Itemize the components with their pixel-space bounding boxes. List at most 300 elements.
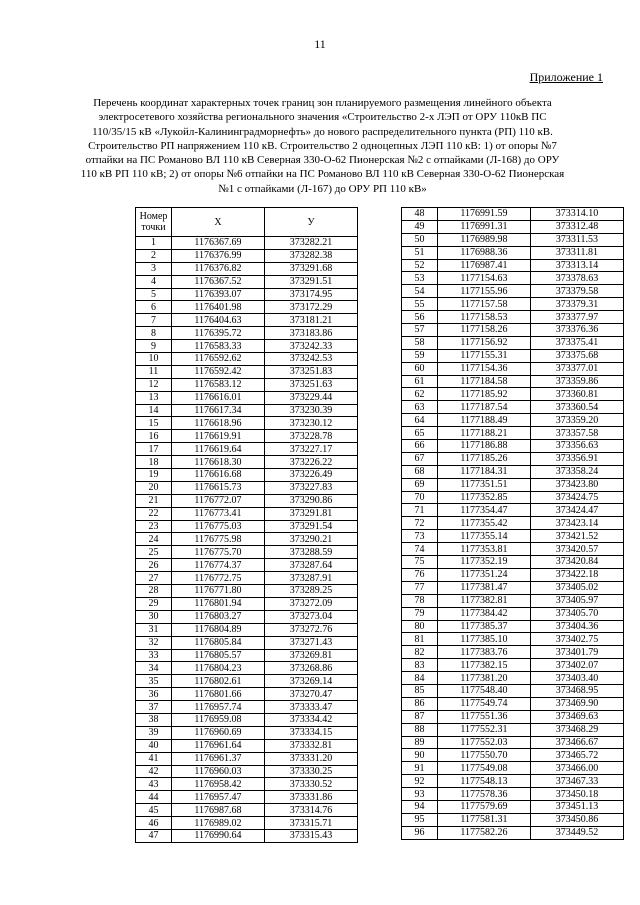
table-row (402, 581, 624, 594)
table-row (136, 275, 358, 288)
table-row (136, 610, 358, 623)
y-coordinate-cell: 373378.63 (531, 272, 624, 285)
x-coordinate-cell: 1176583.12 (172, 378, 265, 391)
y-coordinate-cell: 373330.25 (265, 765, 358, 778)
point-number-cell: 59 (402, 349, 438, 362)
y-coordinate-cell: 373311.53 (531, 233, 624, 246)
y-coordinate-cell: 373273.04 (265, 610, 358, 623)
x-coordinate-cell: 1177552.03 (438, 736, 531, 749)
table-row (136, 469, 358, 482)
y-coordinate-cell: 373379.31 (531, 298, 624, 311)
table-row (402, 620, 624, 633)
point-number-cell: 54 (402, 285, 438, 298)
point-number-cell: 92 (402, 775, 438, 788)
table-row (402, 246, 624, 259)
header-y: У (265, 208, 358, 237)
point-number-cell: 86 (402, 697, 438, 710)
point-number-cell: 53 (402, 272, 438, 285)
point-number-cell: 77 (402, 581, 438, 594)
x-coordinate-cell: 1176616.01 (172, 391, 265, 404)
x-coordinate-cell: 1177355.14 (438, 530, 531, 543)
table-row (402, 298, 624, 311)
point-number-cell: 27 (136, 572, 172, 585)
y-coordinate-cell: 373420.57 (531, 543, 624, 556)
x-coordinate-cell: 1177188.49 (438, 414, 531, 427)
y-coordinate-cell: 373424.75 (531, 491, 624, 504)
y-coordinate-cell: 373172.29 (265, 301, 358, 314)
table-row (402, 775, 624, 788)
table-row (136, 417, 358, 430)
point-number-cell: 24 (136, 533, 172, 546)
x-coordinate-cell: 1176404.63 (172, 314, 265, 327)
table-row (136, 829, 358, 842)
x-coordinate-cell: 1177155.96 (438, 285, 531, 298)
table-row (136, 301, 358, 314)
table-row (402, 517, 624, 530)
x-coordinate-cell: 1176958.42 (172, 778, 265, 791)
x-coordinate-cell: 1176616.68 (172, 469, 265, 482)
point-number-cell: 81 (402, 633, 438, 646)
x-coordinate-cell: 1177351.24 (438, 568, 531, 581)
point-number-cell: 48 (402, 208, 438, 221)
y-coordinate-cell: 373421.52 (531, 530, 624, 543)
point-number-cell: 63 (402, 401, 438, 414)
table-row (136, 456, 358, 469)
x-coordinate-cell: 1177383.76 (438, 646, 531, 659)
table-row (402, 646, 624, 659)
table-row (402, 208, 624, 221)
table-row (136, 391, 358, 404)
point-number-cell: 60 (402, 362, 438, 375)
x-coordinate-cell: 1176772.75 (172, 572, 265, 585)
coordinates-table-right (401, 207, 624, 840)
point-number-cell: 5 (136, 288, 172, 301)
y-coordinate-cell: 373360.81 (531, 388, 624, 401)
table-row (402, 800, 624, 813)
point-number-cell: 84 (402, 672, 438, 685)
point-number-cell: 47 (136, 829, 172, 842)
point-number-cell: 12 (136, 378, 172, 391)
table-row (402, 788, 624, 801)
x-coordinate-cell: 1176774.37 (172, 559, 265, 572)
point-number-cell: 67 (402, 452, 438, 465)
x-coordinate-cell: 1176395.72 (172, 327, 265, 340)
point-number-cell: 29 (136, 597, 172, 610)
table-row (136, 636, 358, 649)
x-coordinate-cell: 1176617.34 (172, 404, 265, 417)
point-number-cell: 68 (402, 465, 438, 478)
y-coordinate-cell: 373331.20 (265, 752, 358, 765)
table-row (136, 314, 358, 327)
table-row (136, 726, 358, 739)
x-coordinate-cell: 1177185.92 (438, 388, 531, 401)
x-coordinate-cell: 1177579.69 (438, 800, 531, 813)
table-row (402, 749, 624, 762)
y-coordinate-cell: 373314.76 (265, 804, 358, 817)
table-row (402, 659, 624, 672)
table-row (136, 533, 358, 546)
table-row (136, 739, 358, 752)
x-coordinate-cell: 1176991.31 (438, 220, 531, 233)
point-number-cell: 42 (136, 765, 172, 778)
point-number-cell: 80 (402, 620, 438, 633)
x-coordinate-cell: 1177381.47 (438, 581, 531, 594)
y-coordinate-cell: 373468.95 (531, 684, 624, 697)
y-coordinate-cell: 373291.54 (265, 520, 358, 533)
table-row (136, 662, 358, 675)
table-row (136, 262, 358, 275)
point-number-cell: 40 (136, 739, 172, 752)
point-number-cell: 85 (402, 684, 438, 697)
point-number-cell: 30 (136, 610, 172, 623)
y-coordinate-cell: 373469.90 (531, 697, 624, 710)
document-title: Перечень координат характерных точек границ зон планируемого размещения линейного объекта электросетевого хозяйства регионального значения «Строительство 2-х ЛЭП от ОРУ 110кВ ПС 110/35/15 кВ «Лукойл-Калининградморнефть» до нового распределительного пункта (РП) 110 кВ. Строительство РП напряжением 110 кВ. Строительство 2 одноцепных ЛЭП 110 кВ: 1) от опоры №7 отпайки на ПС Романово ВЛ 110 кВ Северная 330-О-62 Пионерская №2 с отпайками (Л-168) до ОРУ 110 кВ РП 110 кВ; 2) от опоры №6 отпайки на ПС Романово ВЛ 110 кВ Северная 330-О-62 Пионерская №1 с отпайками (Л-167) до ОРУ РП 110 кВ» (80, 97, 565, 195)
table-row (402, 530, 624, 543)
point-number-cell: 71 (402, 504, 438, 517)
point-number-cell: 76 (402, 568, 438, 581)
y-coordinate-cell: 373450.86 (531, 813, 624, 826)
header-point-number: Номер точки (136, 208, 172, 237)
x-coordinate-cell: 1176618.30 (172, 456, 265, 469)
x-coordinate-cell: 1176989.02 (172, 817, 265, 830)
table-row (402, 684, 624, 697)
x-coordinate-cell: 1176959.08 (172, 713, 265, 726)
y-coordinate-cell: 373291.68 (265, 262, 358, 275)
x-coordinate-cell: 1176376.82 (172, 262, 265, 275)
table-row (136, 791, 358, 804)
x-coordinate-cell: 1176619.64 (172, 443, 265, 456)
point-number-cell: 28 (136, 585, 172, 598)
x-coordinate-cell: 1176393.07 (172, 288, 265, 301)
y-coordinate-cell: 373377.97 (531, 311, 624, 324)
table-row (136, 817, 358, 830)
point-number-cell: 26 (136, 559, 172, 572)
y-coordinate-cell: 373315.43 (265, 829, 358, 842)
point-number-cell: 41 (136, 752, 172, 765)
point-number-cell: 7 (136, 314, 172, 327)
x-coordinate-cell: 1176961.64 (172, 739, 265, 752)
table-row (136, 288, 358, 301)
table-row (402, 259, 624, 272)
x-coordinate-cell: 1176367.69 (172, 237, 265, 250)
y-coordinate-cell: 373332.81 (265, 739, 358, 752)
table-row (136, 365, 358, 378)
y-coordinate-cell: 373331.86 (265, 791, 358, 804)
x-coordinate-cell: 1176592.42 (172, 365, 265, 378)
x-coordinate-cell: 1176961.37 (172, 752, 265, 765)
y-coordinate-cell: 373404.36 (531, 620, 624, 633)
table-row (136, 623, 358, 636)
y-coordinate-cell: 373271.43 (265, 636, 358, 649)
table-row (136, 481, 358, 494)
point-number-cell: 83 (402, 659, 438, 672)
y-coordinate-cell: 373312.48 (531, 220, 624, 233)
point-number-cell: 46 (136, 817, 172, 830)
table-row (402, 723, 624, 736)
y-coordinate-cell: 373289.25 (265, 585, 358, 598)
x-coordinate-cell: 1176960.03 (172, 765, 265, 778)
point-number-cell: 57 (402, 324, 438, 337)
x-coordinate-cell: 1177353.81 (438, 543, 531, 556)
y-coordinate-cell: 373334.42 (265, 713, 358, 726)
x-coordinate-cell: 1176801.94 (172, 597, 265, 610)
y-coordinate-cell: 373356.91 (531, 452, 624, 465)
y-coordinate-cell: 373288.59 (265, 546, 358, 559)
y-coordinate-cell: 373334.15 (265, 726, 358, 739)
point-number-cell: 61 (402, 375, 438, 388)
table-row (402, 285, 624, 298)
table-row (136, 507, 358, 520)
table-row (136, 494, 358, 507)
x-coordinate-cell: 1177578.36 (438, 788, 531, 801)
point-number-cell: 38 (136, 713, 172, 726)
y-coordinate-cell: 373469.63 (531, 710, 624, 723)
y-coordinate-cell: 373379.58 (531, 285, 624, 298)
table-row (136, 559, 358, 572)
y-coordinate-cell: 373290.86 (265, 494, 358, 507)
table-row (136, 701, 358, 714)
point-number-cell: 4 (136, 275, 172, 288)
y-coordinate-cell: 373242.33 (265, 340, 358, 353)
x-coordinate-cell: 1177355.42 (438, 517, 531, 530)
point-number-cell: 11 (136, 365, 172, 378)
x-coordinate-cell: 1176619.91 (172, 430, 265, 443)
x-coordinate-cell: 1177352.19 (438, 556, 531, 569)
x-coordinate-cell: 1176989.98 (438, 233, 531, 246)
table-row (402, 762, 624, 775)
y-coordinate-cell: 373269.14 (265, 675, 358, 688)
table-header-row (136, 208, 358, 237)
x-coordinate-cell: 1177186.88 (438, 440, 531, 453)
x-coordinate-cell: 1176805.57 (172, 649, 265, 662)
y-coordinate-cell: 373358.24 (531, 465, 624, 478)
x-coordinate-cell: 1176771.80 (172, 585, 265, 598)
y-coordinate-cell: 373227.17 (265, 443, 358, 456)
x-coordinate-cell: 1177551.36 (438, 710, 531, 723)
point-number-cell: 90 (402, 749, 438, 762)
x-coordinate-cell: 1176987.68 (172, 804, 265, 817)
y-coordinate-cell: 373230.39 (265, 404, 358, 417)
x-coordinate-cell: 1177187.54 (438, 401, 531, 414)
table-row (402, 568, 624, 581)
x-coordinate-cell: 1176990.64 (172, 829, 265, 842)
y-coordinate-cell: 373290.21 (265, 533, 358, 546)
y-coordinate-cell: 373268.86 (265, 662, 358, 675)
table-row (402, 633, 624, 646)
table-row (402, 220, 624, 233)
x-coordinate-cell: 1176618.96 (172, 417, 265, 430)
table-row (402, 465, 624, 478)
point-number-cell: 15 (136, 417, 172, 430)
x-coordinate-cell: 1177382.81 (438, 594, 531, 607)
x-coordinate-cell: 1176805.84 (172, 636, 265, 649)
table-row (402, 311, 624, 324)
x-coordinate-cell: 1176376.99 (172, 249, 265, 262)
table-row (402, 427, 624, 440)
point-number-cell: 34 (136, 662, 172, 675)
y-coordinate-cell: 373230.12 (265, 417, 358, 430)
y-coordinate-cell: 373226.49 (265, 469, 358, 482)
table-row (136, 430, 358, 443)
point-number-cell: 10 (136, 353, 172, 366)
x-coordinate-cell: 1177382.15 (438, 659, 531, 672)
point-number-cell: 9 (136, 340, 172, 353)
x-coordinate-cell: 1177185.26 (438, 452, 531, 465)
x-coordinate-cell: 1177549.74 (438, 697, 531, 710)
y-coordinate-cell: 373467.33 (531, 775, 624, 788)
table-row (402, 414, 624, 427)
point-number-cell: 50 (402, 233, 438, 246)
table-row (136, 713, 358, 726)
point-number-cell: 95 (402, 813, 438, 826)
x-coordinate-cell: 1176367.52 (172, 275, 265, 288)
x-coordinate-cell: 1176775.98 (172, 533, 265, 546)
point-number-cell: 44 (136, 791, 172, 804)
point-number-cell: 62 (402, 388, 438, 401)
table-row (136, 249, 358, 262)
point-number-cell: 52 (402, 259, 438, 272)
y-coordinate-cell: 373183.86 (265, 327, 358, 340)
table-row (402, 233, 624, 246)
y-coordinate-cell: 373357.58 (531, 427, 624, 440)
point-number-cell: 58 (402, 336, 438, 349)
y-coordinate-cell: 373270.47 (265, 688, 358, 701)
x-coordinate-cell: 1177552.31 (438, 723, 531, 736)
point-number-cell: 35 (136, 675, 172, 688)
y-coordinate-cell: 373375.68 (531, 349, 624, 362)
x-coordinate-cell: 1177156.92 (438, 336, 531, 349)
table-row (402, 736, 624, 749)
point-number-cell: 87 (402, 710, 438, 723)
y-coordinate-cell: 373311.81 (531, 246, 624, 259)
x-coordinate-cell: 1176401.98 (172, 301, 265, 314)
table-row (136, 443, 358, 456)
x-coordinate-cell: 1177157.58 (438, 298, 531, 311)
table-row (136, 404, 358, 417)
table-row (136, 765, 358, 778)
x-coordinate-cell: 1177184.58 (438, 375, 531, 388)
y-coordinate-cell: 373242.53 (265, 353, 358, 366)
x-coordinate-cell: 1177184.31 (438, 465, 531, 478)
table-row (402, 504, 624, 517)
point-number-cell: 89 (402, 736, 438, 749)
table-row (136, 237, 358, 250)
y-coordinate-cell: 373228.78 (265, 430, 358, 443)
point-number-cell: 31 (136, 623, 172, 636)
point-number-cell: 19 (136, 469, 172, 482)
x-coordinate-cell: 1177351.51 (438, 478, 531, 491)
y-coordinate-cell: 373227.83 (265, 481, 358, 494)
x-coordinate-cell: 1177154.36 (438, 362, 531, 375)
x-coordinate-cell: 1176960.69 (172, 726, 265, 739)
y-coordinate-cell: 373402.07 (531, 659, 624, 672)
appendix-label: Приложение 1 (529, 70, 603, 84)
table-row (402, 452, 624, 465)
table-row (402, 388, 624, 401)
x-coordinate-cell: 1176775.03 (172, 520, 265, 533)
point-number-cell: 17 (136, 443, 172, 456)
x-coordinate-cell: 1177550.70 (438, 749, 531, 762)
table-row (402, 491, 624, 504)
point-number-cell: 69 (402, 478, 438, 491)
x-coordinate-cell: 1177385.10 (438, 633, 531, 646)
x-coordinate-cell: 1177352.85 (438, 491, 531, 504)
y-coordinate-cell: 373466.00 (531, 762, 624, 775)
point-number-cell: 78 (402, 594, 438, 607)
x-coordinate-cell: 1176802.61 (172, 675, 265, 688)
y-coordinate-cell: 373272.09 (265, 597, 358, 610)
y-coordinate-cell: 373251.83 (265, 365, 358, 378)
x-coordinate-cell: 1177384.42 (438, 607, 531, 620)
table-row (136, 688, 358, 701)
point-number-cell: 82 (402, 646, 438, 659)
x-coordinate-cell: 1176583.33 (172, 340, 265, 353)
y-coordinate-cell: 373330.52 (265, 778, 358, 791)
y-coordinate-cell: 373229.44 (265, 391, 358, 404)
y-coordinate-cell: 373423.14 (531, 517, 624, 530)
x-coordinate-cell: 1176801.66 (172, 688, 265, 701)
x-coordinate-cell: 1176592.62 (172, 353, 265, 366)
table-row (402, 697, 624, 710)
table-row (136, 778, 358, 791)
y-coordinate-cell: 373376.36 (531, 324, 624, 337)
y-coordinate-cell: 373291.51 (265, 275, 358, 288)
x-coordinate-cell: 1176804.23 (172, 662, 265, 675)
x-coordinate-cell: 1176803.27 (172, 610, 265, 623)
x-coordinate-cell: 1177582.26 (438, 826, 531, 839)
point-number-cell: 18 (136, 456, 172, 469)
point-number-cell: 2 (136, 249, 172, 262)
y-coordinate-cell: 373405.97 (531, 594, 624, 607)
y-coordinate-cell: 373174.95 (265, 288, 358, 301)
table-row (136, 585, 358, 598)
point-number-cell: 65 (402, 427, 438, 440)
y-coordinate-cell: 373287.64 (265, 559, 358, 572)
point-number-cell: 22 (136, 507, 172, 520)
table-row (402, 272, 624, 285)
x-coordinate-cell: 1176957.47 (172, 791, 265, 804)
y-coordinate-cell: 373405.70 (531, 607, 624, 620)
y-coordinate-cell: 373282.21 (265, 237, 358, 250)
point-number-cell: 64 (402, 414, 438, 427)
table-row (136, 327, 358, 340)
x-coordinate-cell: 1176988.36 (438, 246, 531, 259)
point-number-cell: 70 (402, 491, 438, 504)
table-row (402, 362, 624, 375)
y-coordinate-cell: 373465.72 (531, 749, 624, 762)
x-coordinate-cell: 1177354.47 (438, 504, 531, 517)
point-number-cell: 37 (136, 701, 172, 714)
y-coordinate-cell: 373375.41 (531, 336, 624, 349)
x-coordinate-cell: 1176775.70 (172, 546, 265, 559)
y-coordinate-cell: 373356.63 (531, 440, 624, 453)
table-row (402, 336, 624, 349)
y-coordinate-cell: 373333.47 (265, 701, 358, 714)
table-row (136, 752, 358, 765)
point-number-cell: 32 (136, 636, 172, 649)
x-coordinate-cell: 1177158.26 (438, 324, 531, 337)
table-row (136, 597, 358, 610)
y-coordinate-cell: 373423.80 (531, 478, 624, 491)
x-coordinate-cell: 1176991.59 (438, 208, 531, 221)
coordinates-table-left (135, 207, 358, 843)
point-number-cell: 21 (136, 494, 172, 507)
x-coordinate-cell: 1176804.89 (172, 623, 265, 636)
point-number-cell: 79 (402, 607, 438, 620)
x-coordinate-cell: 1177548.40 (438, 684, 531, 697)
x-coordinate-cell: 1176957.74 (172, 701, 265, 714)
point-number-cell: 93 (402, 788, 438, 801)
